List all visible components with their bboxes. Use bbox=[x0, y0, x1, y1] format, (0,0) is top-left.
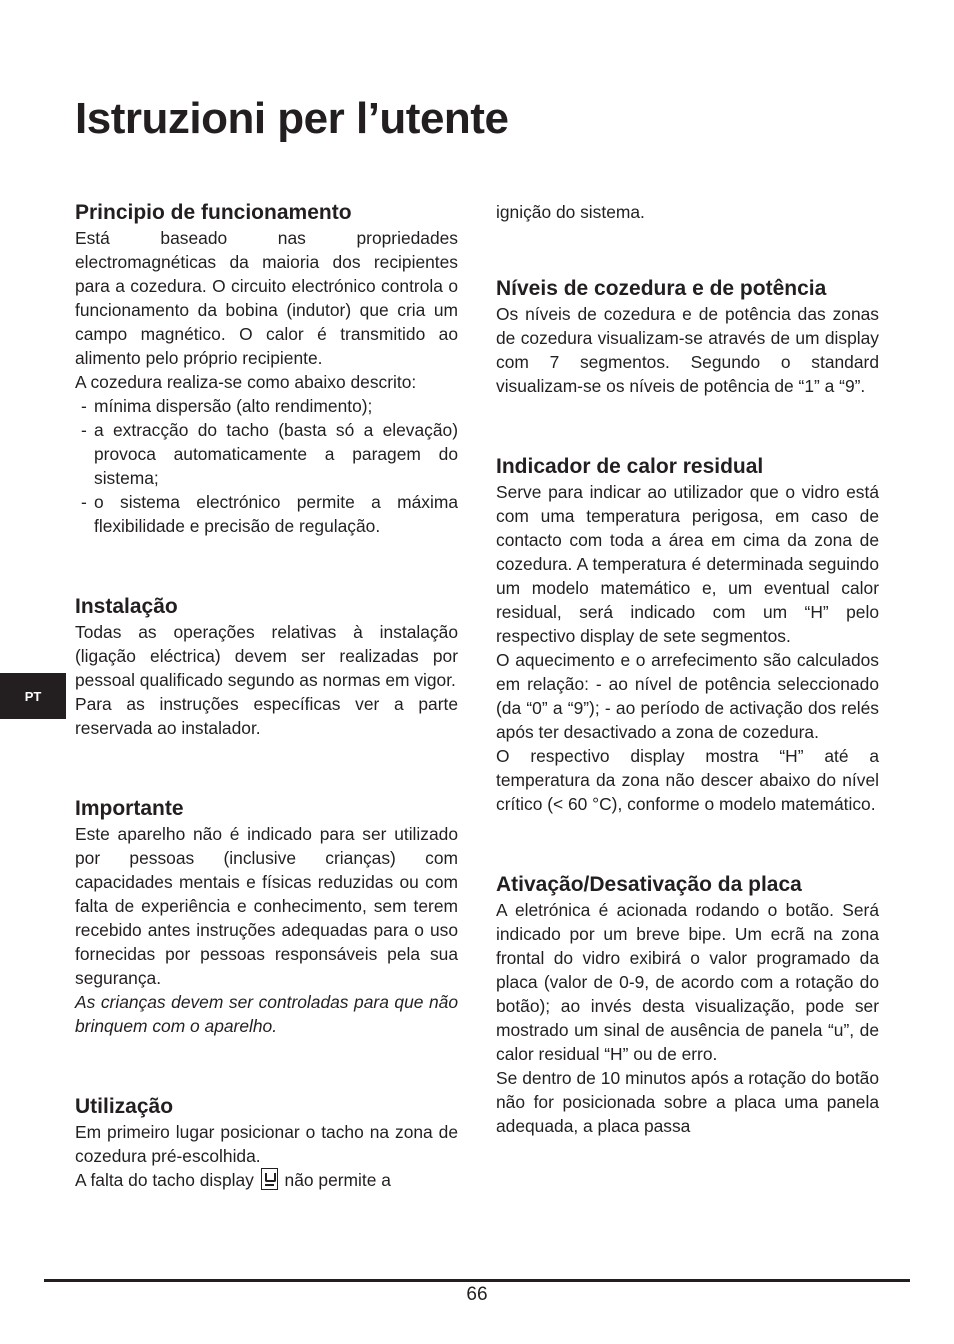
warning-paragraph: As crianças devem ser controladas para que não brinquem com o aparelho. bbox=[75, 992, 458, 1036]
paragraph: A eletrónica é acionada rodando o botão. Será indicado por um breve bipe. Um ecrã na zona frontal do vidro exibirá o valor programado da placa (valor de 0-9, de acordo com a rotação do botão); ao invés desta visualização, pode ser mostrado um sinal de ausência de panela “u”, de calor residual “H” ou de erro. bbox=[496, 900, 879, 1064]
list-item: - o sistema electrónico permite a máxima flexibilidade e precisão de regulação. bbox=[81, 492, 458, 536]
footer-rule bbox=[44, 1279, 910, 1282]
paragraph: ignição do sistema. bbox=[496, 202, 645, 222]
section-indicador bbox=[496, 454, 879, 816]
section-utilizacao bbox=[75, 1094, 458, 1192]
section-heading: Principio de funcionamento bbox=[75, 201, 352, 224]
section-instalacao bbox=[75, 594, 458, 740]
section-heading: Ativação/Desativação da placa bbox=[496, 873, 802, 896]
paragraph: Em primeiro lugar posicionar o tacho na zona de cozedura pré-escolhida. bbox=[75, 1122, 458, 1166]
list-item: - a extracção do tacho (basta só a elevação) provoca automaticamente a paragem do sistema; bbox=[81, 420, 458, 488]
language-tab bbox=[0, 673, 66, 719]
paragraph: Para as instruções específicas ver a parte reservada ao instalador. bbox=[75, 694, 458, 738]
paragraph: A falta do tacho display não permite a bbox=[75, 1170, 391, 1190]
section-principio bbox=[75, 200, 458, 538]
left-column bbox=[75, 200, 458, 1192]
section-niveis bbox=[496, 276, 879, 398]
language-tab-label: PT bbox=[24, 688, 42, 704]
section-ativacao bbox=[496, 872, 879, 1138]
list-item: - mínima dispersão (alto rendimento); bbox=[81, 396, 373, 416]
pan-absent-u-icon bbox=[261, 1168, 278, 1190]
section-heading: Instalação bbox=[75, 595, 178, 618]
section-continuation bbox=[496, 200, 879, 224]
paragraph: Está baseado nas propriedades electromagnéticas da maioria dos recipientes para a cozedura. O circuito electrónico controla o funcionamento da bobina (indutor) que cria um campo magnético. O calor é transmitido ao alimento pelo próprio recipiente. bbox=[75, 228, 458, 368]
page-number: 66 bbox=[466, 1284, 488, 1305]
section-heading: Utilização bbox=[75, 1095, 174, 1118]
bullet-list bbox=[75, 394, 458, 538]
page-title: Istruzioni per l’utente bbox=[75, 94, 509, 143]
paragraph: Todas as operações relativas à instalação (ligação eléctrica) devem ser realizadas por pessoal qualificado segundo as normas em vigor. bbox=[75, 622, 458, 690]
paragraph: O aquecimento e o arrefecimento são calculados em relação: - ao nível de potência seleccionado (da “0” a “9”); - ao período de activação dos relés após ter desactivado a zona de cozedura. bbox=[496, 650, 879, 742]
paragraph: Este aparelho não é indicado para ser utilizado por pessoas (inclusive crianças) com capacidades mentais e físicas reduzidas ou com falta de experiência e conhecimento, sem terem recebido antes instruções adequadas para o uso fornecidas por pessoas responsáveis pela sua segurança. bbox=[75, 824, 458, 988]
paragraph: O respectivo display mostra “H” até a temperatura da zona não descer abaixo do nível crítico (< 60 °C), conforme o modelo matemático. bbox=[496, 746, 879, 814]
paragraph: Os níveis de cozedura e de potência das zonas de cozedura visualizam-se através de um display com 7 segmentos. Segundo o standard visualizam-se os níveis de potência de “1” a “9”. bbox=[496, 304, 879, 396]
section-heading: Indicador de calor residual bbox=[496, 455, 764, 478]
paragraph: Serve para indicar ao utilizador que o vidro está com uma temperatura perigosa, em caso de contacto com toda a área em cima da zona de cozedura. A temperatura é determinada seguindo um modelo matemático e, um eventual calor residual, será indicado com um “H” pelo respectivo display de sete segmentos. bbox=[496, 482, 879, 646]
paragraph: Se dentro de 10 minutos após a rotação do botão não for posicionada sobre a placa uma panela adequada, a placa passa bbox=[496, 1068, 879, 1136]
section-heading: Importante bbox=[75, 797, 184, 820]
section-heading: Níveis de cozedura e de potência bbox=[496, 277, 827, 300]
right-column bbox=[496, 200, 879, 1138]
paragraph: A cozedura realiza-se como abaixo descrito: bbox=[75, 372, 417, 392]
section-importante bbox=[75, 796, 458, 1038]
